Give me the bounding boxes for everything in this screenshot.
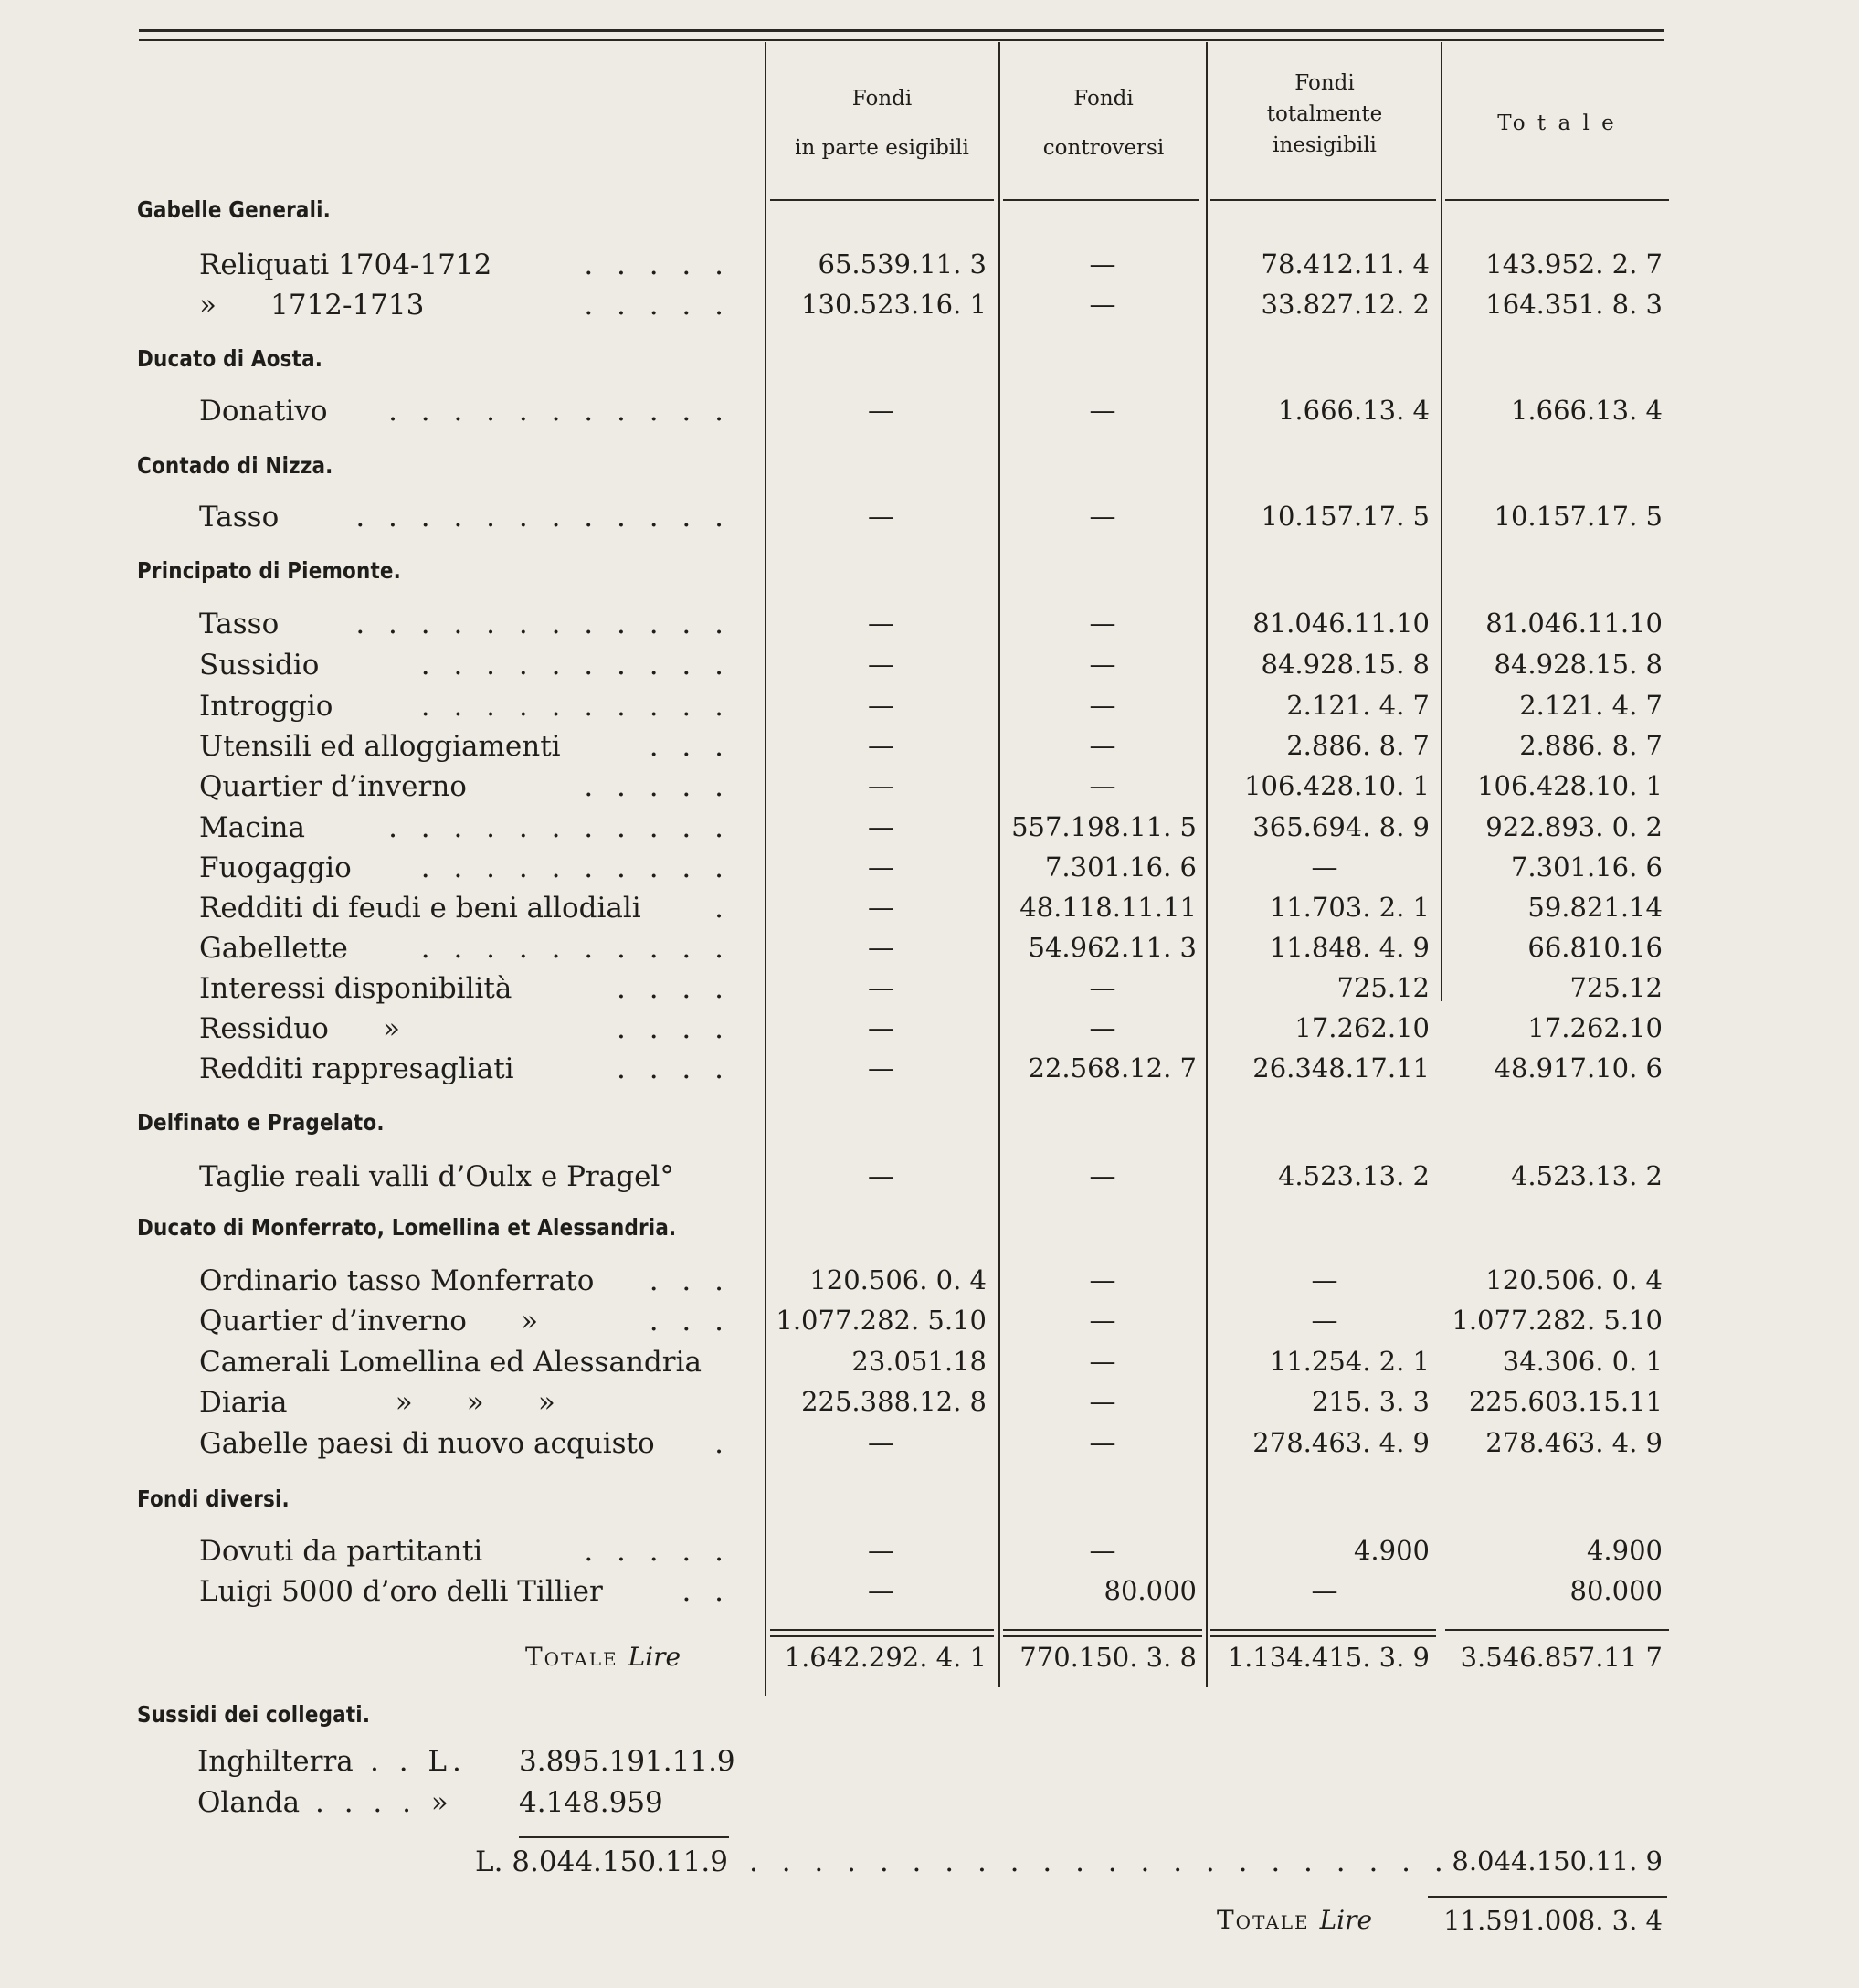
row-label: Tasso <box>199 501 280 534</box>
sussidi-label: Inghilterra <box>197 1745 354 1778</box>
cell-col2: — <box>1089 1427 1116 1458</box>
cell-col3: 278.463. 4. 9 <box>1252 1427 1430 1458</box>
leader-dots: . . . . . . . . . . <box>420 932 731 965</box>
cell-col3: — <box>1311 851 1338 883</box>
table-row <box>0 972 1859 1012</box>
cell-col1: 130.523.16. 1 <box>801 289 987 320</box>
header-line: inesigibili <box>1273 133 1377 157</box>
total-col4: 3.546.857.11 7 <box>1460 1642 1663 1673</box>
table-row <box>0 1346 1859 1386</box>
header-line: Fondi <box>1294 71 1355 95</box>
cell-col1: 65.539.11. 3 <box>818 248 987 280</box>
table-row <box>0 1427 1859 1467</box>
cell-col4: 34.306. 0. 1 <box>1502 1346 1663 1377</box>
total-rule <box>770 1629 994 1631</box>
table-row <box>0 770 1859 810</box>
header-col2 <box>1003 73 1204 174</box>
table-row <box>0 1305 1859 1345</box>
leader-dots: . . . <box>649 1264 731 1297</box>
cell-col1: — <box>868 1012 894 1043</box>
cell-col4: 2.121. 4. 7 <box>1519 690 1663 721</box>
leader-dots: . . . . . . . . . . <box>420 690 731 723</box>
table-row <box>0 892 1859 932</box>
cell-col2: — <box>1089 690 1116 721</box>
cell-col1: — <box>868 1160 894 1191</box>
cell-col1: — <box>868 501 894 532</box>
cell-col2: 22.568.12. 7 <box>1028 1052 1197 1084</box>
row-label: Quartier d’inverno <box>199 770 467 803</box>
cell-col3: 33.827.12. 2 <box>1261 289 1430 320</box>
cell-col2: 54.962.11. 3 <box>1028 932 1197 963</box>
cell-col3: — <box>1311 1264 1338 1295</box>
row-label: Sussidio <box>199 649 320 682</box>
cell-col2: — <box>1089 1346 1116 1377</box>
cell-col1: — <box>868 811 894 842</box>
cell-col2: — <box>1089 289 1116 320</box>
header-underline <box>1003 199 1199 201</box>
cell-col4: 59.821.14 <box>1527 892 1663 923</box>
leader-dots: . . . . . . . . . . . <box>388 811 731 844</box>
cell-col2: — <box>1089 1012 1116 1043</box>
cell-col1: — <box>868 972 894 1003</box>
total-rule <box>1210 1629 1436 1631</box>
cell-col4: 278.463. 4. 9 <box>1485 1427 1663 1458</box>
cell-col4: 81.046.11.10 <box>1485 608 1663 639</box>
cell-col2: — <box>1089 1160 1116 1191</box>
totals-row <box>0 1642 1859 1682</box>
leader-dots: . . . . . . . . . . . . . . . . . . . . . . <box>749 1845 1451 1878</box>
leader-dots: . . . . <box>617 972 731 1005</box>
row-label: Reliquati 1704-1712 <box>199 248 492 281</box>
leader-dots: . . . . . <box>584 289 731 322</box>
totals-unit: Lire <box>628 1642 681 1672</box>
cell-col3: 84.928.15. 8 <box>1261 649 1430 680</box>
table-row <box>0 1160 1859 1200</box>
sussidi-label: Olanda <box>197 1786 301 1819</box>
total-rule <box>1210 1635 1436 1637</box>
cell-col2: — <box>1089 248 1116 280</box>
row-label: Ordinario tasso Monferrato <box>199 1264 595 1297</box>
cell-col3: 106.428.10. 1 <box>1244 770 1430 801</box>
cell-col2: — <box>1089 649 1116 680</box>
total-rule <box>1003 1635 1202 1637</box>
row-label: Ressiduo » <box>199 1012 400 1045</box>
cell-col4: 2.886. 8. 7 <box>1519 730 1663 761</box>
leader-dots: . . . . . <box>584 1535 731 1568</box>
cell-col4: 4.900 <box>1586 1535 1663 1566</box>
cell-col4: 1.666.13. 4 <box>1510 395 1663 426</box>
cell-col4: 225.603.15.11 <box>1468 1386 1663 1417</box>
cell-col3: 11.254. 2. 1 <box>1269 1346 1430 1377</box>
cell-col3: — <box>1311 1575 1338 1606</box>
cell-col2: — <box>1089 1305 1116 1336</box>
row-label: Taglie reali valli d’Oulx e Pragel° <box>199 1160 674 1193</box>
section-title: Fondi diversi. <box>137 1486 290 1512</box>
header-line: controversi <box>1042 136 1165 160</box>
row-label: Gabellette <box>199 932 348 965</box>
sussidi-sum-row <box>0 1845 1859 1886</box>
cell-col1: — <box>868 1535 894 1566</box>
sussidi-value: 4.148.959 <box>519 1786 663 1819</box>
table-row <box>0 395 1859 435</box>
cell-col4: 48.917.10. 6 <box>1494 1052 1663 1084</box>
grand-total-row <box>0 1905 1859 1945</box>
cell-col4: 143.952. 2. 7 <box>1485 248 1663 280</box>
leader-dots: . . . . <box>617 1052 731 1085</box>
cell-col4: 1.077.282. 5.10 <box>1452 1305 1663 1336</box>
total-rule <box>770 1635 994 1637</box>
grand-total-word: Totale <box>1217 1905 1310 1935</box>
row-label: Tasso <box>199 608 280 640</box>
header-underline <box>770 199 994 201</box>
table-row <box>0 851 1859 892</box>
section-title: Gabelle Generali. <box>137 196 332 223</box>
table-row <box>0 811 1859 851</box>
row-label: Camerali Lomellina ed Alessandria <box>199 1346 702 1379</box>
leader-dots: . . . . . . . . . . . . <box>355 608 731 640</box>
cell-col1: — <box>868 730 894 761</box>
total-col1: 1.642.292. 4. 1 <box>784 1642 987 1673</box>
section-title: Ducato di Monferrato, Lomellina et Alessandria. <box>137 1214 677 1241</box>
cell-col1: — <box>868 608 894 639</box>
total-rule <box>1445 1629 1669 1631</box>
grand-total-label <box>1217 1905 1372 1935</box>
grand-total-value: 11.591.008. 3. 4 <box>1443 1905 1663 1936</box>
cell-col2: — <box>1089 1386 1116 1417</box>
row-label: Quartier d’inverno » <box>199 1305 539 1338</box>
cell-col3: 26.348.17.11 <box>1252 1052 1430 1084</box>
table-row <box>0 649 1859 689</box>
section-title: Delfinato e Pragelato. <box>137 1109 385 1136</box>
row-label: Donativo <box>199 395 328 428</box>
cell-col4: 120.506. 0. 4 <box>1485 1264 1663 1295</box>
cell-col2: 557.198.11. 5 <box>1011 811 1197 842</box>
cell-col4: 66.810.16 <box>1527 932 1663 963</box>
total-rule <box>1003 1629 1202 1631</box>
cell-col3: 4.523.13. 2 <box>1277 1160 1430 1191</box>
cell-col3: 10.157.17. 5 <box>1261 501 1430 532</box>
cell-col2: 80.000 <box>1104 1575 1197 1606</box>
section-title-sussidi: Sussidi dei collegati. <box>137 1701 371 1728</box>
cell-col4: 4.523.13. 2 <box>1510 1160 1663 1191</box>
table-row <box>0 248 1859 289</box>
cell-col3: 17.262.10 <box>1294 1012 1430 1043</box>
cell-col3: 81.046.11.10 <box>1252 608 1430 639</box>
table-row <box>0 932 1859 972</box>
total-col3: 1.134.415. 3. 9 <box>1227 1642 1430 1673</box>
cell-col4: 7.301.16. 6 <box>1510 851 1663 883</box>
cell-col4: 106.428.10. 1 <box>1477 770 1663 801</box>
cell-col4: 922.893. 0. 2 <box>1485 811 1663 842</box>
cell-col1: — <box>868 1575 894 1606</box>
cell-col2: 7.301.16. 6 <box>1044 851 1197 883</box>
row-label: Utensili ed alloggiamenti <box>199 730 561 763</box>
cell-col3: 365.694. 8. 9 <box>1252 811 1430 842</box>
row-label: Dovuti da partitanti <box>199 1535 483 1568</box>
leader-dots: . . <box>681 1575 731 1608</box>
leader-dots: . <box>714 892 731 925</box>
table-row <box>0 501 1859 541</box>
cell-col2: — <box>1089 1264 1116 1295</box>
cell-col2: — <box>1089 972 1116 1003</box>
cell-col1: 225.388.12. 8 <box>801 1386 987 1417</box>
sussidi-sum-rule <box>519 1836 729 1838</box>
leader-dots: . . . . . . . . . . <box>420 851 731 884</box>
header-line: Fondi <box>851 87 913 111</box>
header-line: totalmente <box>1266 102 1383 126</box>
row-label: Introggio <box>199 690 333 723</box>
cell-col1: — <box>868 1427 894 1458</box>
table-row <box>0 608 1859 648</box>
header-col4 <box>1445 73 1669 174</box>
cell-col1: — <box>868 690 894 721</box>
leader-dots: . . . . . . . . . . . . <box>355 501 731 534</box>
header-col1 <box>770 73 994 174</box>
table-row <box>0 690 1859 730</box>
cell-col3: 4.900 <box>1353 1535 1430 1566</box>
totals-word: Totale <box>525 1642 618 1672</box>
cell-col3: 725.12 <box>1336 972 1430 1003</box>
section-title: Principato di Piemonte. <box>137 557 402 584</box>
header-line: To t a l e <box>1497 111 1617 135</box>
sussidi-mid: . . . . » <box>315 1786 454 1819</box>
sussidi-value: 3.895.191.11.9 <box>519 1745 735 1778</box>
table-row <box>0 1052 1859 1093</box>
cell-col1: — <box>868 1052 894 1084</box>
table-row <box>0 730 1859 770</box>
cell-col3: 1.666.13. 4 <box>1277 395 1430 426</box>
leader-dots: . . . . . . . . . . . <box>388 395 731 428</box>
cell-col1: — <box>868 395 894 426</box>
sussidi-sum: L. 8.044.150.11.9 <box>475 1845 728 1878</box>
table-row <box>0 1535 1859 1575</box>
cell-col3: 11.848. 4. 9 <box>1269 932 1430 963</box>
cell-col2: — <box>1089 501 1116 532</box>
leader-dots: . . . <box>649 1305 731 1338</box>
header-underline <box>1445 199 1669 201</box>
row-label: Redditi di feudi e beni allodiali <box>199 892 641 925</box>
cell-col4: 10.157.17. 5 <box>1494 501 1663 532</box>
cell-col1: — <box>868 932 894 963</box>
cell-col3: 2.121. 4. 7 <box>1286 690 1430 721</box>
cell-col4: 164.351. 8. 3 <box>1485 289 1663 320</box>
table-row <box>0 1386 1859 1426</box>
cell-col3: 2.886. 8. 7 <box>1286 730 1430 761</box>
cell-col3: 78.412.11. 4 <box>1261 248 1430 280</box>
cell-col2: — <box>1089 770 1116 801</box>
cell-col1: — <box>868 770 894 801</box>
top-rule <box>139 29 1664 32</box>
cell-col2: — <box>1089 608 1116 639</box>
row-label: Luigi 5000 d’oro delli Tillier <box>199 1575 603 1608</box>
header-underline <box>1210 199 1436 201</box>
sussidi-row <box>0 1745 1859 1785</box>
table-row <box>0 1575 1859 1615</box>
cell-col1: 1.077.282. 5.10 <box>776 1305 987 1336</box>
total-col2: 770.150. 3. 8 <box>1019 1642 1197 1673</box>
row-label: Diaria » » » <box>199 1386 555 1419</box>
row-label: Gabelle paesi di nuovo acquisto <box>199 1427 655 1460</box>
totals-label <box>525 1642 681 1672</box>
cell-col2: 48.118.11.11 <box>1019 892 1197 923</box>
table-row <box>0 1012 1859 1052</box>
leader-dots: . . . . . . . . . . <box>420 649 731 682</box>
leader-dots: . . . . . <box>584 770 731 803</box>
grand-total-unit: Lire <box>1319 1905 1373 1935</box>
leader-dots: . <box>714 1427 731 1460</box>
header-line: Fondi <box>1073 87 1134 111</box>
section-title: Ducato di Aosta. <box>137 345 323 372</box>
section-title: Contado di Nizza. <box>137 452 333 479</box>
cell-col3: — <box>1311 1305 1338 1336</box>
cell-col1: 120.506. 0. 4 <box>809 1264 987 1295</box>
row-label: Redditi rappresagliati <box>199 1052 514 1085</box>
cell-col1: — <box>868 649 894 680</box>
sussidi-sum-right: 8.044.150.11. 9 <box>1452 1845 1663 1877</box>
leader-dots: . . . . <box>617 1012 731 1045</box>
top-rule <box>139 39 1664 41</box>
cell-col3: 215. 3. 3 <box>1311 1386 1430 1417</box>
grand-total-rule <box>1428 1896 1667 1898</box>
cell-col2: — <box>1089 395 1116 426</box>
table-row <box>0 289 1859 329</box>
row-label: Fuogaggio <box>199 851 352 884</box>
cell-col2: — <box>1089 730 1116 761</box>
header-col3 <box>1210 64 1439 164</box>
sussidi-mid: . . L. <box>370 1745 467 1778</box>
leader-dots: . . . <box>649 730 731 763</box>
cell-col4: 84.928.15. 8 <box>1494 649 1663 680</box>
row-label: » 1712-1713 <box>199 289 425 322</box>
table-row <box>0 1264 1859 1305</box>
leader-dots: . . . . . <box>584 248 731 281</box>
cell-col4: 80.000 <box>1569 1575 1663 1606</box>
row-label: Macina <box>199 811 305 844</box>
cell-col4: 725.12 <box>1569 972 1663 1003</box>
sussidi-row <box>0 1786 1859 1826</box>
cell-col1: — <box>868 892 894 923</box>
cell-col1: 23.051.18 <box>851 1346 987 1377</box>
cell-col3: 11.703. 2. 1 <box>1269 892 1430 923</box>
header-line: in parte esigibili <box>795 136 969 160</box>
cell-col1: — <box>868 851 894 883</box>
cell-col2: — <box>1089 1535 1116 1566</box>
cell-col4: 17.262.10 <box>1527 1012 1663 1043</box>
row-label: Interessi disponibilità <box>199 972 512 1005</box>
